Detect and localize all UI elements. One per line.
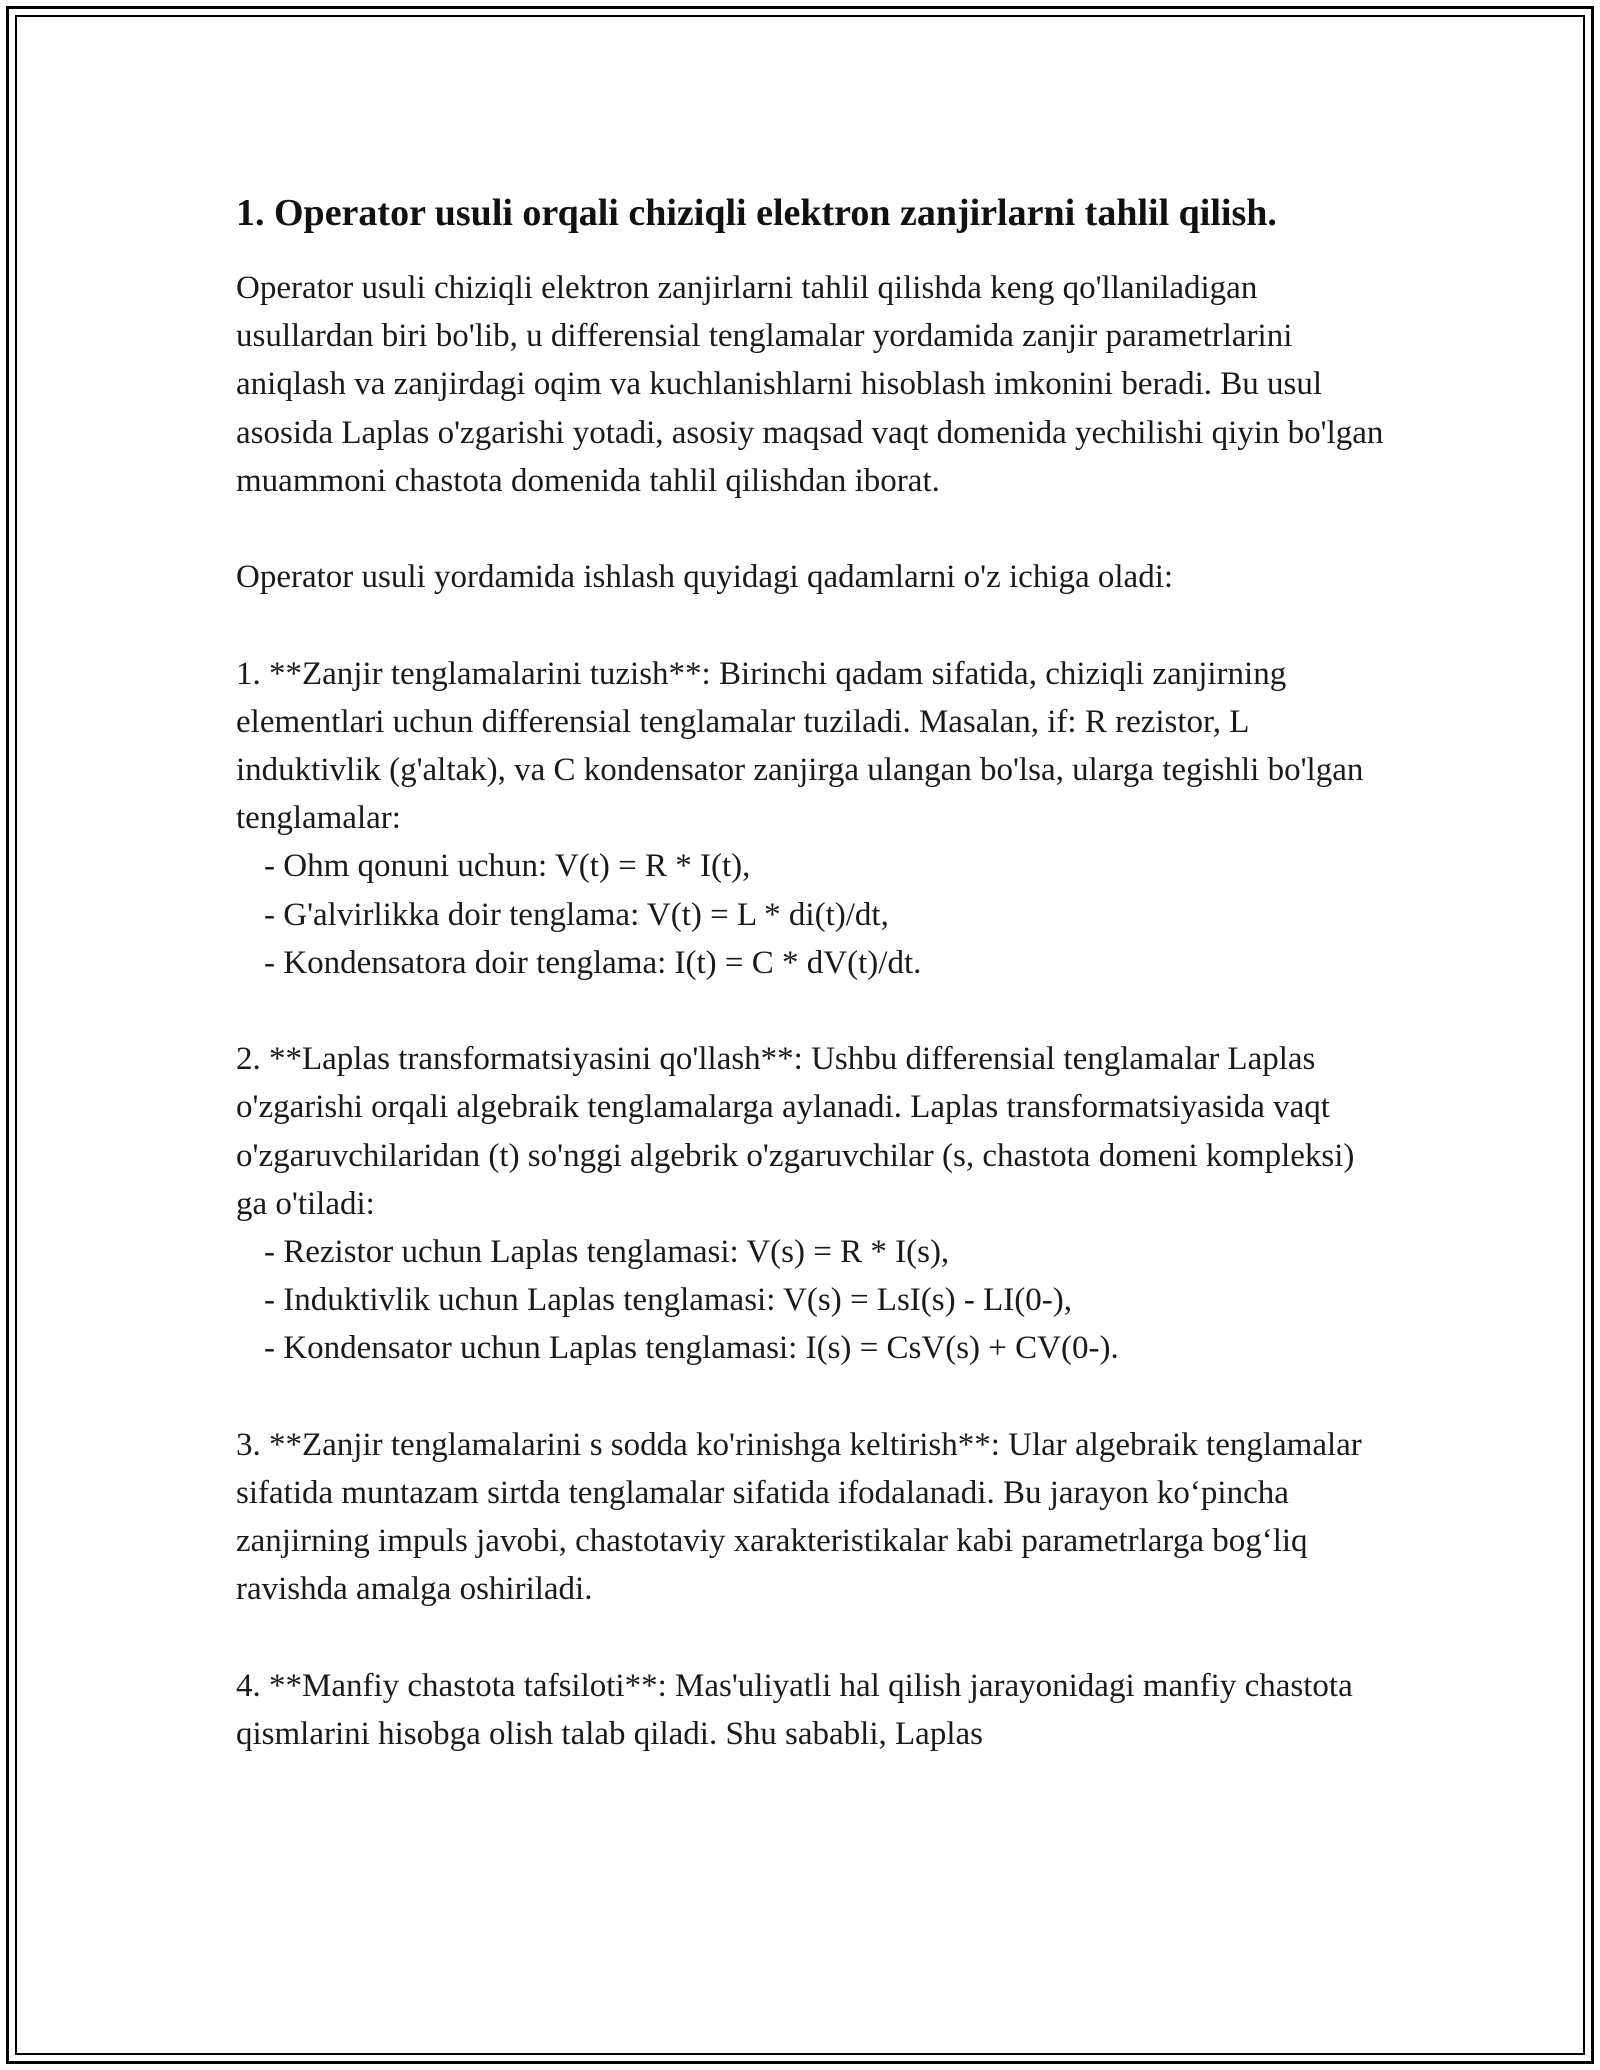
- step-2-bullet-resistor: - Rezistor uchun Laplas tenglamasi: V(s) = R * I(s),: [264, 1234, 950, 1271]
- step-1-text: 1. **Zanjir tenglamalarini tuzish**: Birinchi qadam sifatida, chiziqli zanjirning elementlari uchun differensial tenglamalar tuziladi. Masalan, if: R rezistor, L induktivlik (g'altak), va C kondensator zanjirga ulangan bo'lsa, ularga tegishli bo'lgan tenglamalar:: [236, 655, 1364, 837]
- step-3-paragraph: 3. **Zanjir tenglamalarini s sodda ko'rinishga keltirish**: Ular algebraik tenglamalar sifatida muntazam sirtda tenglamalar sifatida ifodalanadi. Bu jarayon ko‘pincha zanjirning impuls javobi, chastotaviy xarakteristikalar kabi parametrlarga bog‘liq ravishda amalga oshiriladi.: [236, 1426, 1362, 1608]
- intro-paragraph: Operator usuli chiziqli elektron zanjirlarni tahlil qilishda keng qo'llaniladigan usullardan biri bo'lib, u differensial tenglamalar yordamida zanjir parametrlarini aniqlash va zanjirdagi oqim va kuchlanishlarni hisoblash imkonini beradi. Bu usul asosida Laplas o'zgarishi yotadi, asosiy maqsad vaqt domenida yechilishi qiyin bo'lgan muammoni chastota domenida tahlil qilishdan iborat.: [236, 270, 1384, 499]
- step-2-bullet-capacitor: - Kondensator uchun Laplas tenglamasi: I(s) = CsV(s) + CV(0-).: [264, 1330, 1119, 1367]
- section-heading: 1. Operator usuli orqali chiziqli elektron zanjirlarni tahlil qilish.: [236, 192, 1277, 234]
- step-1-paragraph: [236, 650, 1386, 987]
- steps-intro-paragraph: Operator usuli yordamida ishlash quyidagi qadamlarni o'z ichiga oladi:: [236, 559, 1174, 596]
- step-1-bullet-inductor: - G'alvirlikka doir tenglama: V(t) = L * di(t)/dt,: [264, 896, 889, 933]
- step-4-paragraph: 4. **Manfiy chastota tafsiloti**: Mas'uliyatli hal qilish jarayonidagi manfiy chastota qismlarini hisobga olish talab qiladi. Shu sababli, Laplas: [236, 1667, 1353, 1753]
- document-body: [236, 186, 1386, 1806]
- step-2-paragraph: [236, 1035, 1386, 1372]
- step-2-bullet-inductor: - Induktivlik uchun Laplas tenglamasi: V(s) = LsI(s) - LI(0-),: [264, 1282, 1072, 1319]
- step-1-bullet-capacitor: - Kondensatora doir tenglama: I(t) = C * dV(t)/dt.: [264, 944, 922, 981]
- step-2-text: 2. **Laplas transformatsiyasini qo'llash**: Ushbu differensial tenglamalar Laplas o'zgarishi orqali algebraik tenglamalarga aylanadi. Laplas transformatsiyasida vaqt o'zgaruvchilaridan (t) so'nggi algebrik o'zgaruvchilar (s, chastota domeni kompleksi) ga o'tiladi:: [236, 1041, 1355, 1222]
- step-1-bullet-ohm: - Ohm qonuni uchun: V(t) = R * I(t),: [264, 848, 751, 885]
